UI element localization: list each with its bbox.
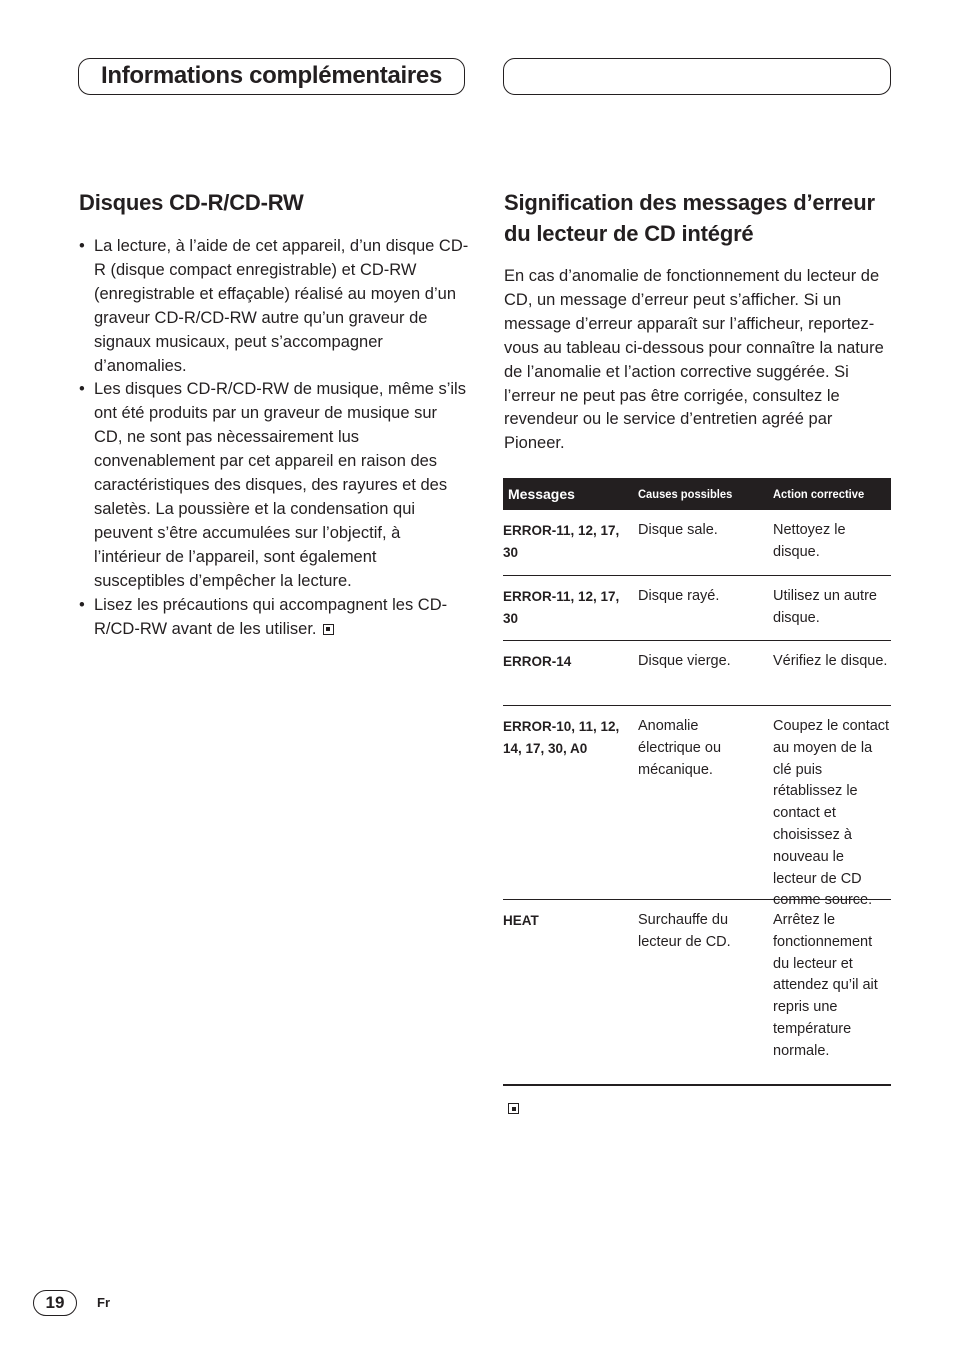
language-code: Fr	[97, 1295, 110, 1310]
column-header-messages: Messages	[508, 486, 575, 502]
table-row	[503, 510, 891, 576]
page-header-title: Informations complémentaires	[101, 62, 443, 89]
column-header-action: Action corrective	[773, 487, 865, 501]
page-number: 19	[33, 1290, 77, 1316]
cell-cause: Surchauffe du lecteur de CD.	[638, 912, 731, 950]
end-of-section-icon	[323, 624, 334, 635]
cell-message: ERROR-11, 12, 17, 30	[503, 589, 620, 626]
cell-cause: Anomalie électrique ou mécanique.	[638, 718, 722, 778]
cell-message: HEAT	[503, 913, 539, 928]
cell-action: Vérifiez le disque.	[773, 653, 888, 669]
error-table	[503, 478, 891, 1086]
section-title-cd-r: Disques CD-R/CD-RW	[79, 190, 304, 215]
cd-r-bullet-list	[79, 235, 469, 641]
end-of-section-icon	[508, 1103, 519, 1114]
cell-message: ERROR-14	[503, 654, 572, 669]
bullet-item	[79, 378, 469, 593]
cell-action: Arrêtez le fonctionnement du lecteur et attendez qu’il ait repris une température normale.	[773, 912, 878, 1059]
bullet-item	[79, 594, 469, 642]
cell-action: Nettoyez le disque.	[773, 522, 846, 560]
column-header-causes: Causes possibles	[638, 487, 733, 501]
table-row	[503, 706, 891, 909]
cell-action: Utilisez un autre disque.	[773, 588, 877, 626]
cell-action: Coupez le contact au moyen de la clé puis rétablissez le contact et choisissez à nouveau le lecteur de CD comme source.	[773, 718, 890, 909]
bullet-text: Lisez les précautions qui accompagnent les CD-R/CD-RW avant de les utiliser.	[94, 595, 448, 638]
cell-cause: Disque rayé.	[638, 588, 720, 604]
cell-cause: Disque sale.	[638, 522, 718, 538]
bullet-item	[79, 235, 469, 378]
cell-message: ERROR-10, 11, 12, 14, 17, 30, A0	[503, 719, 620, 756]
header-left-box	[78, 58, 465, 95]
header-right-box	[503, 58, 891, 95]
table-row	[503, 576, 891, 641]
error-intro-paragraph: En cas d’anomalie de fonctionnement du lecteur de CD, un message d’erreur peut s’afficher. Si un message d’erreur apparaît sur l’afficheur, reportez-vous au tableau ci-dessous pour connaître la nature de l’anomalie et l’action corrective suggérée. Si l’erreur ne peut pas être corrigée, consultez le revendeur ou le service d’entretien agréé par Pioneer.	[504, 267, 884, 453]
cell-cause: Disque vierge.	[638, 653, 731, 669]
bullet-text: Les disques CD-R/CD-RW de musique, même s’ils ont été produits par un graveur de musique sur CD, ne sont pas nècessairement lus convenablement par cet appareil en raison des caractéristiques des disques, des rayures et des saletès. La poussière et la condensation qui peuvent s’être accumulées sur l’objectif, à l’intérieur de l’appareil, sont également susceptibles d’empêcher la lecture.	[94, 380, 466, 590]
cell-message: ERROR-11, 12, 17, 30	[503, 523, 620, 560]
table-header	[503, 478, 891, 510]
table-row	[503, 900, 891, 1086]
bullet-text: La lecture, à l’aide de cet appareil, d’un disque CD-R (disque compact enregistrable) et CD-RW (enregistrable et effaçable) réalisé au moyen d’un graveur CD-R/CD-RW autre qu’un graveur de signaux musicaux, peut s’accompagner d’anomalies.	[94, 237, 469, 375]
table-row	[503, 641, 891, 706]
section-title-error-messages: Signification des messages d’erreur du lecteur de CD intégré	[504, 190, 875, 246]
